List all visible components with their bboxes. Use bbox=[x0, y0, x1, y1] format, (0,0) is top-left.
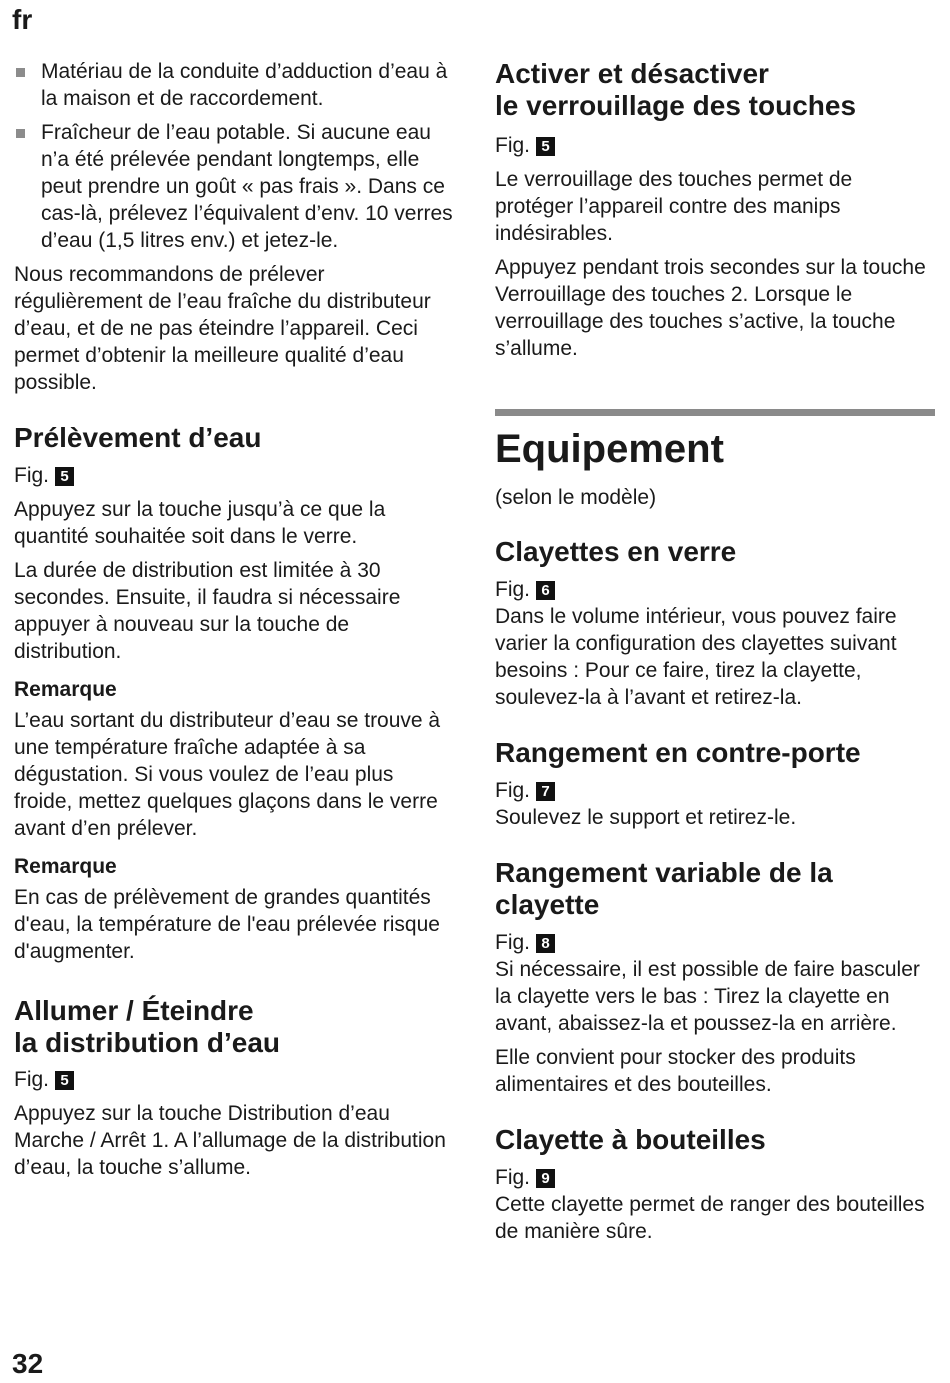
title-line: Rangement variable de la bbox=[495, 857, 833, 888]
chapter-subtitle: (selon le modèle) bbox=[495, 486, 657, 509]
remark-text: En cas de prélèvement de grandes quantités d'eau, la température de l'eau prélevée risque d'augmenter. bbox=[14, 886, 440, 963]
fig-label: Fig. bbox=[495, 578, 531, 601]
fig-label: Fig. bbox=[14, 1068, 50, 1091]
figure-reference bbox=[495, 777, 935, 804]
title-line: Allumer / Éteindre bbox=[14, 995, 254, 1026]
figure-reference bbox=[495, 576, 935, 603]
remark-heading: Remarque bbox=[14, 855, 117, 878]
paragraph: Appuyez sur la touche Distribution d’eau Marche / Arrêt 1. A l’allumage de la distribution d’eau, la touche s’allume. bbox=[14, 1102, 446, 1179]
paragraph: Le verrouillage des touches permet de protéger l’appareil contre des manips indésirables. bbox=[495, 168, 853, 245]
figure-number-badge: 6 bbox=[536, 581, 555, 600]
paragraph: La durée de distribution est limitée à 30 secondes. Ensuite, il faudra si nécessaire appuyer à nouveau sur la touche de distribution. bbox=[14, 559, 401, 663]
paragraph: Appuyez sur la touche jusqu’à ce que la quantité souhaitée soit dans le verre. bbox=[14, 498, 386, 548]
paragraph: Si nécessaire, il est possible de faire basculer la clayette vers le bas : Tirez la clayette en avant, abaissez-la et poussez-la en arrière. bbox=[495, 958, 920, 1035]
figure-reference bbox=[14, 462, 454, 489]
section-title-prelevement: Prélèvement d’eau bbox=[14, 422, 262, 453]
paragraph: Elle convient pour stocker des produits alimentaires et des bouteilles. bbox=[495, 1046, 856, 1096]
figure-number-badge: 7 bbox=[536, 782, 555, 801]
chapter-title: Equipement bbox=[495, 427, 724, 471]
section-divider bbox=[495, 409, 935, 416]
paragraph: Appuyez pendant trois secondes sur la touche Verrouillage des touches 2. Lorsque le verrouillage des touches s’active, la touche s’allume. bbox=[495, 256, 926, 360]
figure-number-badge: 5 bbox=[536, 137, 555, 156]
remark-text: L’eau sortant du distributeur d’eau se trouve à une température fraîche adaptée à sa dégustation. Si vous voulez de l’eau plus froide, mettez quelques glaçons dans le verre avant d’en prélever. bbox=[14, 709, 441, 840]
section-title-contre-porte: Rangement en contre-porte bbox=[495, 737, 861, 768]
paragraph: Dans le volume intérieur, vous pouvez faire varier la configuration des clayettes suivant besoins : Pour ce faire, tirez la clayette, soulevez-la à l’avant et retirez-la. bbox=[495, 605, 897, 709]
right-column bbox=[495, 58, 935, 1245]
figure-number-badge: 9 bbox=[536, 1169, 555, 1188]
remark-heading: Remarque bbox=[14, 678, 117, 701]
paragraph: Cette clayette permet de ranger des bouteilles de manière sûre. bbox=[495, 1193, 925, 1243]
figure-reference bbox=[495, 1164, 935, 1191]
section-title-allumer bbox=[14, 995, 454, 1059]
figure-reference bbox=[495, 929, 935, 956]
title-line: le verrouillage des touches bbox=[495, 90, 857, 121]
intro-paragraph: Nous recommandons de prélever régulièrement de l’eau fraîche du distributeur d’eau, et de ne pas éteindre l’appareil. Ceci permet d’obtenir la meilleure qualité d’eau possible. bbox=[14, 263, 431, 394]
figure-number-badge: 5 bbox=[55, 467, 74, 486]
figure-reference bbox=[495, 132, 935, 159]
title-line: la distribution d’eau bbox=[14, 1027, 281, 1058]
language-code: fr bbox=[12, 4, 33, 35]
fig-label: Fig. bbox=[495, 931, 531, 954]
bullet-item: Fraîcheur de l’eau potable. Si aucune eau n’a été prélevée pendant longtemps, elle peut prendre un goût « pas frais ». Dans ce cas-là, prélevez l’équivalent d’env. 10 verres d’eau (1,5 litres env.) et jetez-le. bbox=[14, 119, 454, 254]
paragraph: Soulevez le support et retirez-le. bbox=[495, 806, 797, 829]
page-number: 32 bbox=[12, 1348, 44, 1379]
figure-reference bbox=[14, 1066, 454, 1093]
fig-label: Fig. bbox=[495, 134, 531, 157]
section-title-bouteilles: Clayette à bouteilles bbox=[495, 1124, 766, 1155]
fig-label: Fig. bbox=[495, 779, 531, 802]
title-line: Activer et désactiver bbox=[495, 58, 769, 89]
section-title-rangement-variable bbox=[495, 857, 935, 921]
fig-label: Fig. bbox=[14, 464, 50, 487]
figure-number-badge: 5 bbox=[55, 1071, 74, 1090]
bullet-list bbox=[14, 58, 454, 254]
title-line: clayette bbox=[495, 889, 600, 920]
section-title-verrouillage bbox=[495, 58, 935, 122]
section-title-clayettes: Clayettes en verre bbox=[495, 536, 737, 567]
fig-label: Fig. bbox=[495, 1166, 531, 1189]
left-column bbox=[14, 58, 454, 1181]
bullet-item: Matériau de la conduite d’adduction d’eau à la maison et de raccordement. bbox=[14, 58, 454, 112]
figure-number-badge: 8 bbox=[536, 934, 555, 953]
